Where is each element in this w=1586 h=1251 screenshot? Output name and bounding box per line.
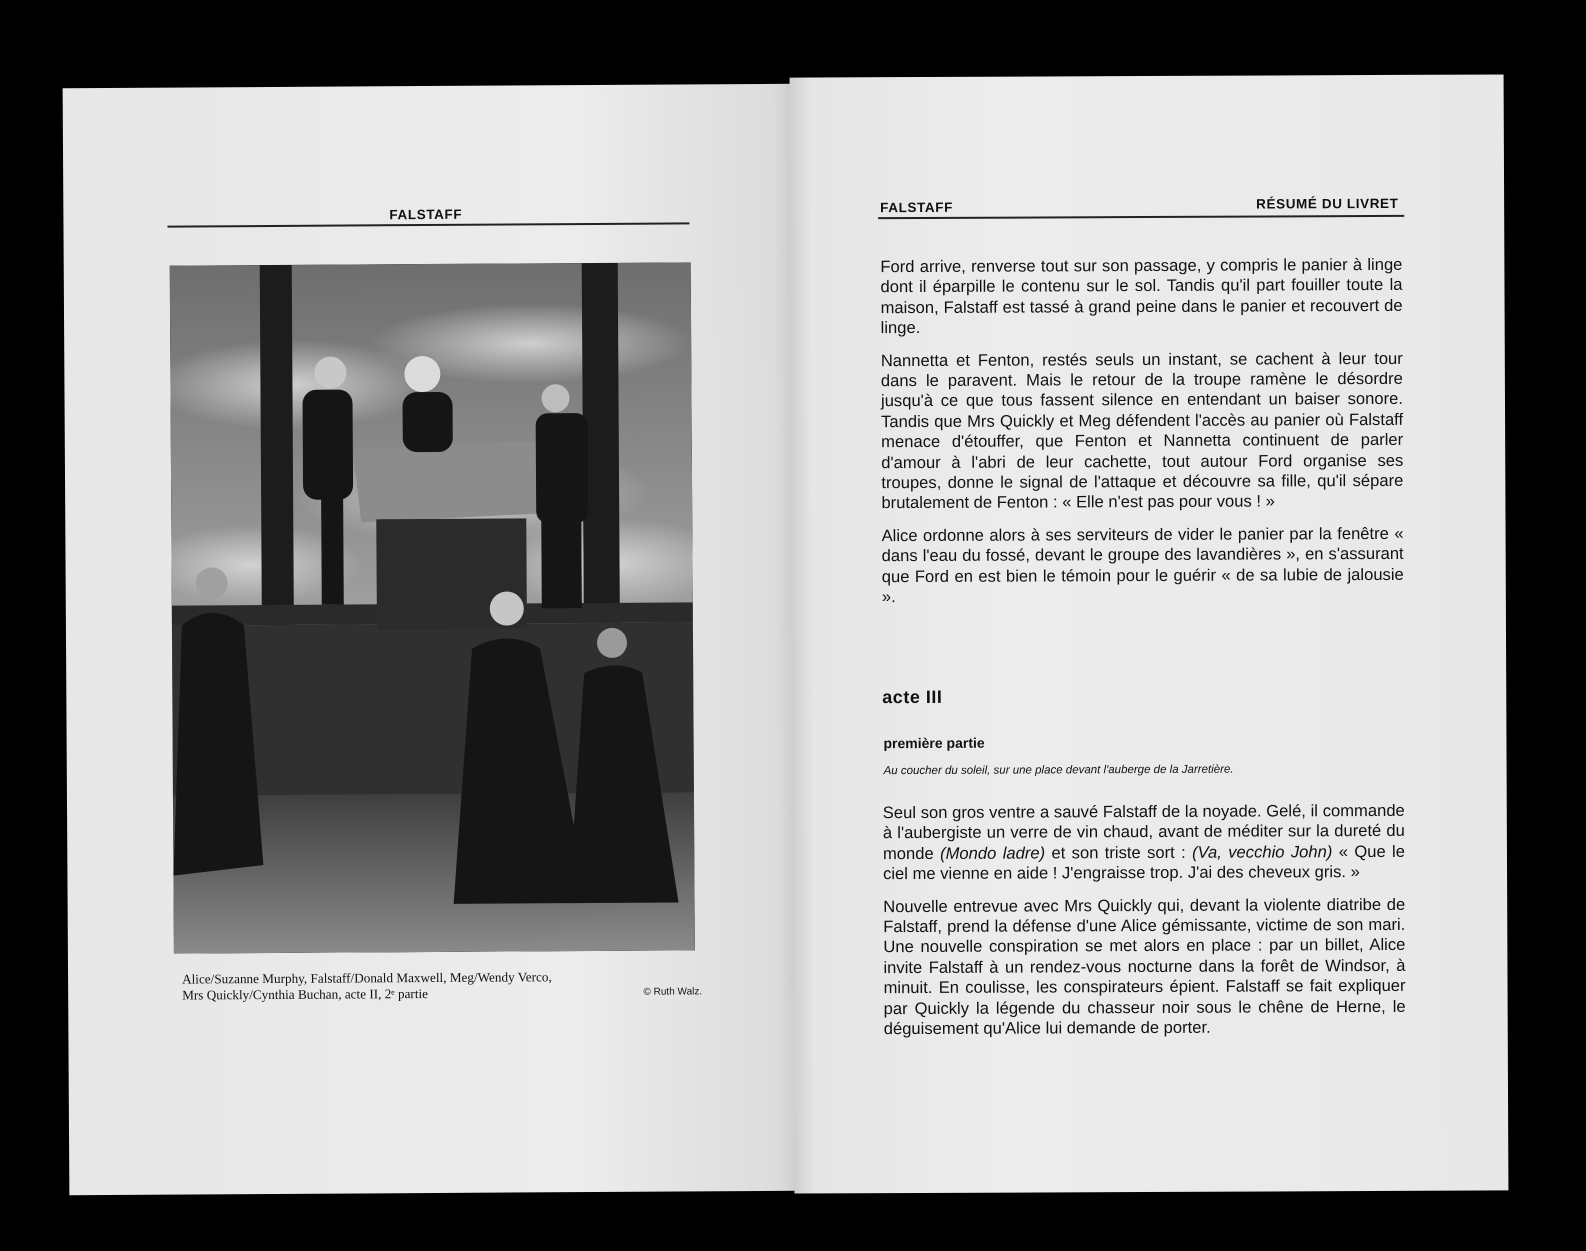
stage-direction: Au coucher du soleil, sur une place devant l'auberge de la Jarretière. (883, 763, 1234, 778)
running-head-section: RÉSUMÉ DU LIVRET (1256, 195, 1399, 212)
caption-line-1: Alice/Suzanne Murphy, Falstaff/Donald Maxwell, Meg/Wendy Verco, (182, 969, 552, 987)
right-page (790, 74, 1509, 1193)
body-text-bottom (883, 801, 1406, 1052)
part-heading: première partie (883, 734, 985, 752)
paragraph: Nannetta et Fenton, restés seuls un instant, se cachent à leur tour dans le paravent. Mais le retour de la troupe ramène le désordre jusqu'à ce que tous fassent silence en entendant un baiser sonore. Tandis que Mrs Quickly et Meg défendent l'accès au panier où Falstaff menace d'étouffer, que Fenton et Nannetta continuent de parler d'amour à l'abri de leur cachette, tout autour Ford organise ses troupes, donne le signal de l'attaque et découvre sa fille, qu'il sépare brutalement de Fenton : « Elle n'est pas pour vous ! » (880, 348, 1404, 513)
act-heading: acte III (882, 686, 943, 708)
caption-line-2: Mrs Quickly/Cynthia Buchan, acte II, 2ᵉ partie (182, 986, 429, 1003)
left-page (63, 84, 802, 1195)
running-head-left: FALSTAFF (389, 206, 463, 223)
paragraph: Alice ordonne alors à ses serviteurs de vider le panier par la fenêtre « dans l'eau du fossé, devant le groupe des lavandières », en s'assurant que Ford en est bien le témoin pour le guérir « de sa lubie de jalousie ». (881, 523, 1404, 607)
paragraph: Seul son gros ventre a sauvé Falstaff de la noyade. Gelé, il commande à l'aubergiste un verre de vin chaud, avant de méditer sur la dureté du monde (Mondo ladre) et son triste sort : (Va, vecchio John) « Que le ciel me vienne en aide ! J'engraisse trop. J'ai des cheveux gris. » (882, 800, 1405, 884)
paragraph: Ford arrive, renverse tout sur son passage, y compris le panier à linge dont il éparpille le contenu sur le sol. Tandis qu'il part fouiller toute la maison, Falstaff est tassé à grand peine dans le panier et recouvert de linge. (880, 254, 1403, 338)
header-rule-left (167, 222, 689, 227)
header-rule-right (878, 215, 1404, 219)
photo-credit: © Ruth Walz. (643, 986, 703, 998)
paragraph: Nouvelle entrevue avec Mrs Quickly qui, devant la violente diatribe de Falstaff, prend la défense d'une Alice gémissante, victime de son mari. Une nouvelle conspiration se met alors en place : par un billet, Alice invite Falstaff à un rendez-vous nocturne dans la forêt de Windsor, à minuit. En coulisse, les conspirateurs épient. Falstaff se fait expliquer par Quickly la légende du chasseur noir sous le chêne de Herne, le déguisement qu'Alice lui demande de porter. (883, 894, 1406, 1039)
photo-caption (182, 968, 702, 1003)
body-text-top (880, 255, 1404, 620)
production-photo (170, 262, 695, 953)
running-head-title: FALSTAFF (880, 199, 953, 216)
